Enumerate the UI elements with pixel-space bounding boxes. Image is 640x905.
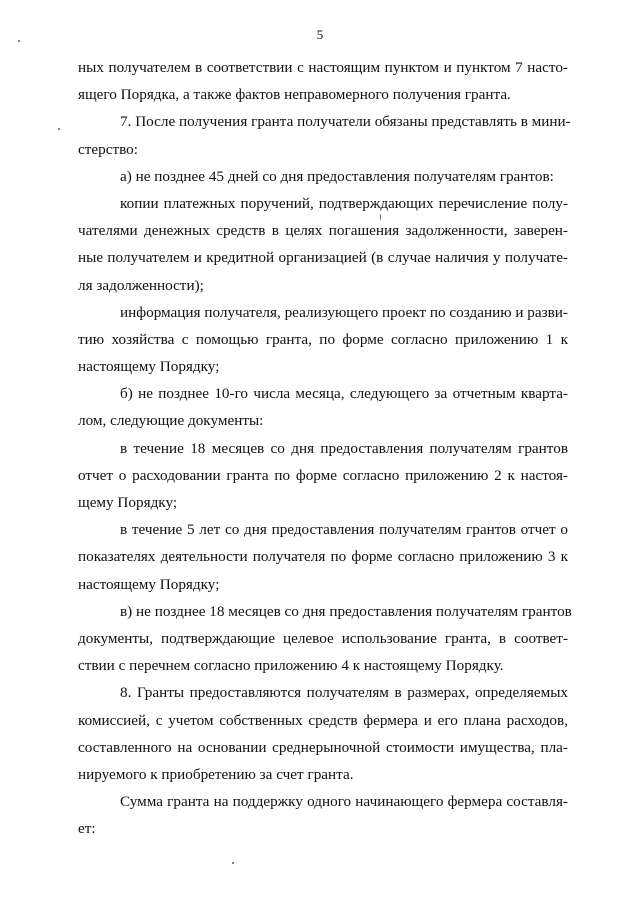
scan-speck	[380, 214, 381, 220]
scan-speck	[18, 40, 20, 42]
text-line: в течение 18 месяцев со дня предоставления получателям грантов	[120, 439, 568, 457]
text-line: тию хозяйства с помощью гранта, по форме согласно приложению 1 к	[78, 330, 568, 348]
scan-speck	[58, 128, 60, 130]
text-line: ные получателем и кредитной организацией (в случае наличия у получате-	[78, 249, 568, 267]
text-line: 8. Гранты предоставляются получателям в размерах, определяемых	[120, 684, 568, 702]
text-line: в) не позднее 18 месяцев со дня предоставления получателям грантов	[120, 602, 572, 620]
text-line: 7. После получения гранта получатели обязаны представлять в мини-	[120, 113, 571, 131]
text-line: отчет о расходовании гранта по форме согласно приложению 2 к настоя-	[78, 466, 568, 484]
text-line: настоящему Порядку;	[78, 358, 220, 376]
text-line: настоящему Порядку;	[78, 575, 220, 593]
text-line: ля задолженности);	[78, 276, 204, 294]
text-line: в течение 5 лет со дня предоставления получателям грантов отчет о	[120, 521, 568, 539]
text-line: информация получателя, реализующего проект по созданию и разви-	[120, 303, 568, 321]
text-line: ет:	[78, 820, 96, 838]
text-line: б) не позднее 10-го числа месяца, следующего за отчетным кварта-	[120, 385, 568, 403]
text-line: ящего Порядка, а также фактов неправомерного получения гранта.	[78, 86, 511, 104]
text-line: ствии с перечнем согласно приложению 4 к настоящему Порядку.	[78, 657, 504, 675]
text-line: Сумма гранта на поддержку одного начинающего фермера составля-	[120, 793, 568, 811]
text-line: показателях деятельности получателя по форме согласно приложению 3 к	[78, 548, 568, 566]
text-line: лом, следующие документы:	[78, 412, 264, 430]
text-line: стерство:	[78, 140, 138, 158]
scan-speck	[232, 862, 234, 864]
text-line: щему Порядку;	[78, 494, 178, 511]
page-number: 5	[316, 27, 324, 42]
document-body	[78, 54, 572, 842]
text-line: документы, подтверждающие целевое использование гранта, в соответ-	[78, 629, 568, 647]
text-line: а) не позднее 45 дней со дня предоставления получателям грантов:	[120, 167, 554, 185]
text-line: ных получателем в соответствии с настоящим пунктом и пунктом 7 насто-	[78, 59, 568, 76]
text-line: копии платежных поручений, подтверждающих перечисление полу-	[120, 194, 568, 212]
text-line: комиссией, с учетом собственных средств фермера и его плана расходов,	[78, 711, 568, 729]
text-line: чателями денежных средств в целях погашения задолженности, заверен-	[78, 222, 568, 240]
text-line: составленного на основании среднерыночной стоимости имущества, пла-	[78, 738, 568, 756]
text-line: нируемого к приобретению за счет гранта.	[78, 765, 354, 783]
